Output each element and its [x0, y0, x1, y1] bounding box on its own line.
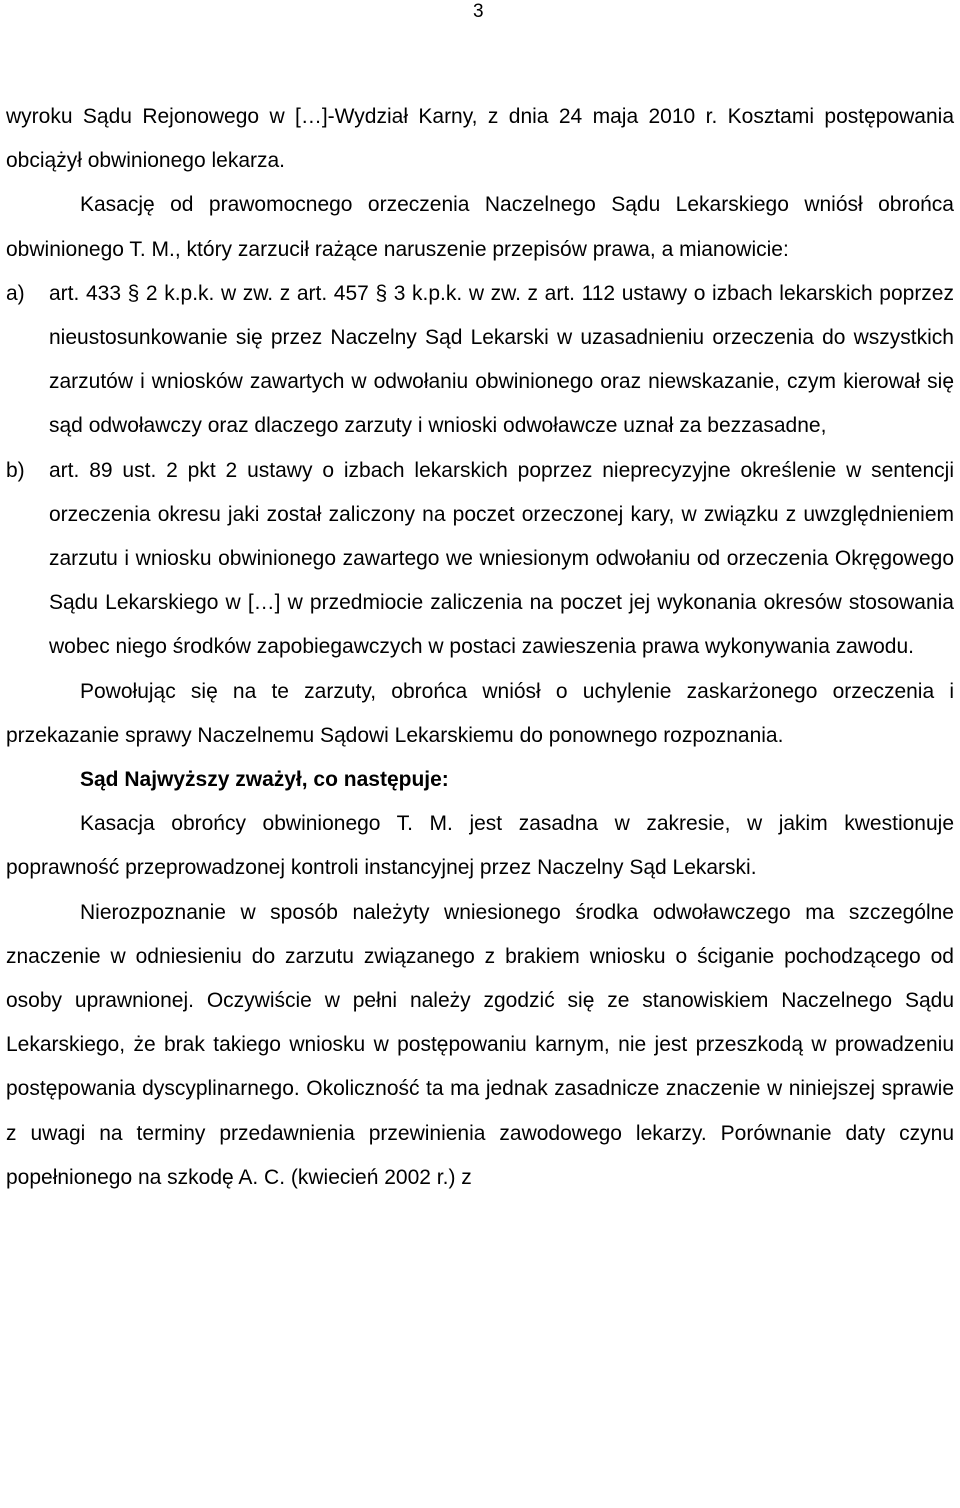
paragraph-cassation: Kasację od prawomocnego orzeczenia Naczelnego Sądu Lekarskiego wniósł obrońca obwinionego T. M., który zarzucił rażące naruszenie przepisów prawa, a mianowicie:	[6, 193, 954, 261]
list-item-a	[6, 272, 954, 449]
list-text-a: art. 433 § 2 k.p.k. w zw. z art. 457 § 3 k.p.k. w zw. z art. 112 ustawy o izbach lekarskich poprzez nieustosunkowanie się przez Naczelny Sąd Lekarski w uzasadnieniu orzeczenia do wszystkich zarzutów i wniosków zawartych w odwołaniu obwinionego oraz niewskazanie, czym kierował się sąd odwoławczy oraz dlaczego zarzuty i wnioski odwoławcze uznał za bezzasadne,	[49, 281, 954, 438]
paragraph-continuation: wyroku Sądu Rejonowego w […]-Wydział Karny, z dnia 24 maja 2010 r. Kosztami postępowania obciążył obwinionego lekarza.	[6, 105, 954, 173]
page-number: 3	[473, 1, 484, 22]
section-heading: Sąd Najwyższy zważył, co następuje:	[80, 768, 449, 792]
document-body	[6, 95, 954, 1200]
paragraph-motion: Powołując się na te zarzuty, obrońca wniósł o uchylenie zaskarżonego orzeczenia i przekazanie sprawy Naczelnemu Sądowi Lekarskiemu do ponownego rozpoznania.	[6, 679, 954, 747]
paragraph-assessment: Kasacja obrońcy obwinionego T. M. jest zasadna w zakresie, w jakim kwestionuje poprawność przeprowadzonej kontroli instancyjnej przez Naczelny Sąd Lekarski.	[6, 812, 954, 880]
list-text-b: art. 89 ust. 2 pkt 2 ustawy o izbach lekarskich poprzez nieprecyzyjne określenie w sentencji orzeczenia okresu jaki został zaliczony na poczet orzeczonej kary, w związku z uwzględnieniem zarzutu i wniosku obwinionego zawartego we wniesionym odwołaniu od orzeczenia Okręgowego Sądu Lekarskiego w […] w przedmiocie zaliczenia na poczet jej wykonania okresów stosowania wobec niego środków zapobiegawczych w postaci zawieszenia prawa wykonywania zawodu.	[49, 458, 954, 659]
list-marker-b: b)	[6, 458, 25, 482]
paragraph-analysis: Nierozpoznanie w sposób należyty wniesionego środka odwoławczego ma szczególne znaczenie w odniesieniu do zarzutu związanego z brakiem wniosku o ściganie pochodzącego od osoby uprawnionej. Oczywiście w pełni należy zgodzić się ze stanowiskiem Naczelnego Sądu Lekarskiego, że brak takiego wniosku w postępowaniu karnym, nie jest przeszkodą w prowadzeniu postępowania dyscyplinarnego. Okoliczność ta ma jednak zasadnicze znaczenie w niniejszej sprawie z uwagi na terminy przedawnienia przewinienia zawodowego lekarzy. Porównanie daty czynu popełnionego na szkodę A. C. (kwiecień 2002 r.) z	[6, 900, 954, 1189]
list-marker-a: a)	[6, 281, 25, 305]
list-item-b	[6, 449, 954, 670]
